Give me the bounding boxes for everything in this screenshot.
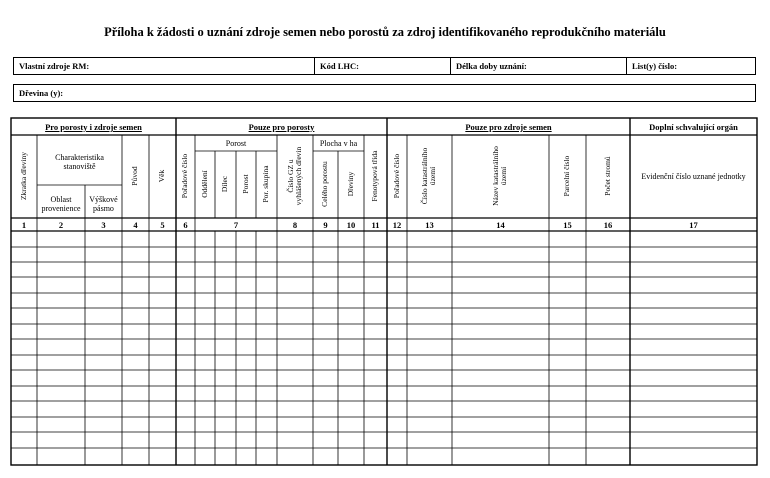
group-porosty-zdroje: Pro porosty i zdroje semen — [45, 122, 142, 132]
column-number: 8 — [292, 220, 298, 230]
column-number: 2 — [58, 220, 64, 230]
list-cislo-field[interactable]: List(y) číslo: — [626, 58, 755, 74]
header-porost: Porost — [241, 174, 250, 194]
column-number: 13 — [425, 220, 434, 230]
header-dilec: Dílec — [220, 175, 229, 193]
header-vek: Věk — [157, 169, 166, 183]
header-vyskove: Výškové pásmo — [89, 195, 118, 213]
header-charakteristika: Charakteristika stanoviště — [55, 153, 104, 171]
column-number: 10 — [346, 220, 356, 230]
group-pouze-porosty: Pouze pro porosty — [248, 122, 315, 132]
drevina-field[interactable]: Dřevina (y): — [13, 84, 756, 102]
column-number: 5 — [160, 220, 165, 230]
header-porost-group: Porost — [225, 139, 247, 148]
column-number: 16 — [603, 220, 613, 230]
column-number: 11 — [371, 220, 380, 230]
header-plocha: Plocha v ha — [319, 139, 358, 148]
header-por-skupina: Por. skupina — [261, 165, 270, 203]
kod-lhc-field[interactable]: Kód LHC: — [314, 58, 450, 74]
header-celeho: Celého porostu — [320, 161, 329, 207]
header-katastralni-cislo: Číslo katastrálního území — [420, 147, 437, 205]
column-number: 6 — [183, 220, 188, 230]
header-zkratka: Zkratka dřeviny — [19, 151, 28, 201]
header-fenotypova: Fenotypová třída — [370, 150, 379, 202]
header-poradove: Pořadové číslo — [180, 153, 189, 199]
delka-uznani-field[interactable]: Délka doby uznání: — [450, 58, 626, 74]
column-number: 15 — [563, 220, 572, 230]
header-nazev-katastralniho: Název katastrálního území — [491, 146, 508, 206]
group-doplni: Doplní schvalující orgán — [649, 122, 738, 132]
group-pouze-zdroje: Pouze pro zdroje semen — [465, 122, 552, 132]
header-oddeleni: Oddělení — [200, 170, 209, 198]
column-number: 9 — [323, 220, 328, 230]
column-number: 1 — [21, 220, 27, 230]
header-parcelni: Parcelní číslo — [562, 155, 571, 197]
header-evidencni: Evidenční číslo uznané jednotky — [641, 172, 746, 181]
column-number: 3 — [101, 220, 106, 230]
vlastni-zdroje-field[interactable]: Vlastní zdroje RM: — [19, 61, 90, 71]
header-puvod: Původ — [130, 166, 139, 186]
column-number: 7 — [233, 220, 239, 230]
header-poradove2: Pořadové číslo — [392, 153, 401, 199]
header-oblast: Oblast provenience — [41, 195, 81, 213]
column-number: 17 — [689, 220, 698, 230]
header-dreviny: Dřeviny — [346, 171, 355, 197]
header-pocet-stromu: Počet stromů — [603, 156, 612, 196]
page-title: Příloha k žádosti o uznání zdroje semen nebo porostů za zdroj identifikovaného reprodukčního materiálu — [104, 25, 666, 39]
header-cislo-gz: Číslo GZ u vyhlášených dřevin — [286, 146, 303, 206]
column-number: 4 — [133, 220, 138, 230]
column-number: 14 — [496, 220, 505, 230]
column-number: 12 — [392, 220, 402, 230]
